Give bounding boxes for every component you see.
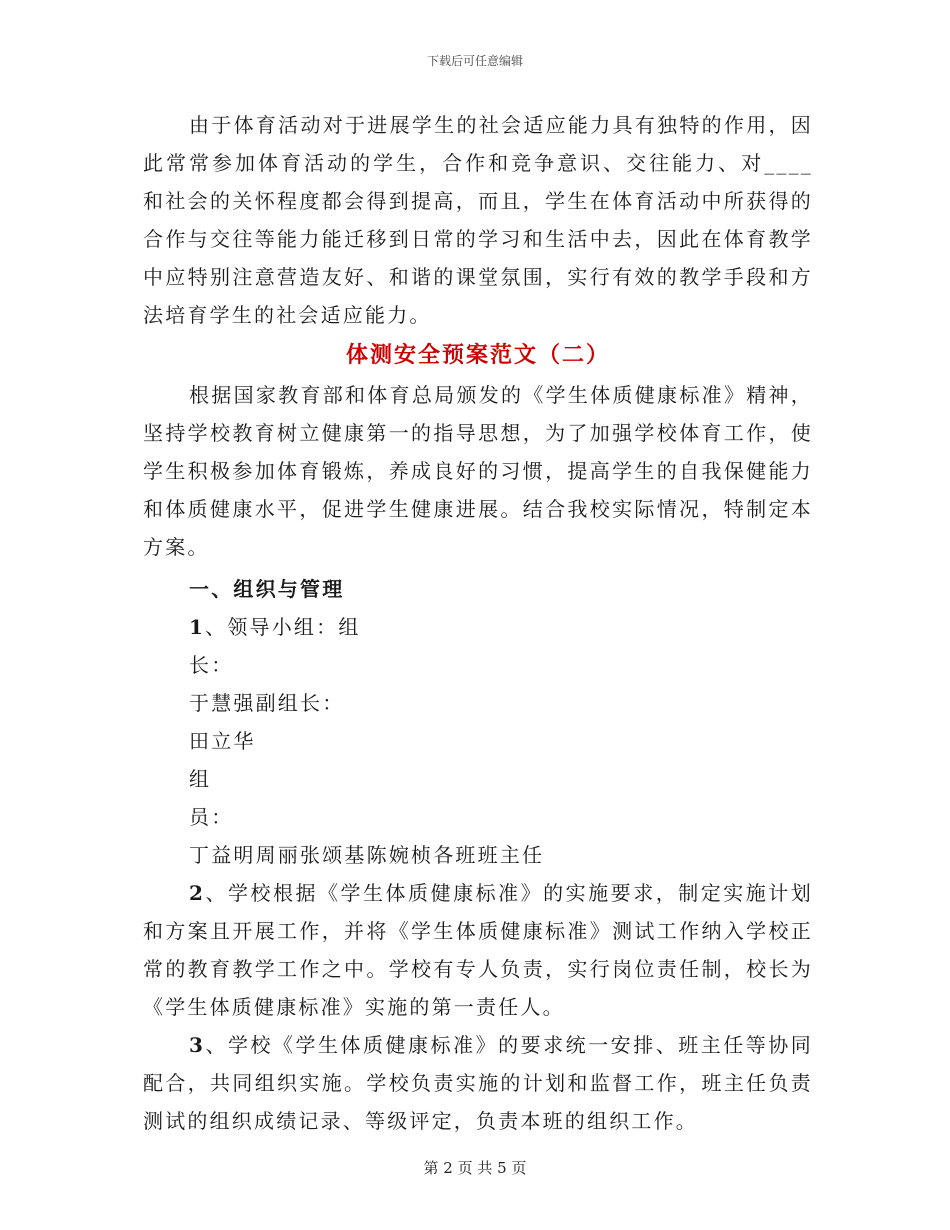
paragraph-intro: 根据国家教育部和体育总局颁发的《学生体质健康标准》精神，坚持学校教育树立健康第一的指导思想，为了加强学校体育工作，使学生积极参加体育锻炼，养成良好的习惯，提高学生的自我保健能力和体质健康水平，促进学生健康进展。结合我校实际情况，特制定本方案。 <box>143 383 813 559</box>
item-1-text: 、领导小组：组 <box>205 615 361 639</box>
paragraph-social-adaptation: 由于体育活动对于进展学生的社会适应能力具有独特的作用，因此常常参加体育活动的学生，合作和竞争意识、交往能力、对____和社会的关怀程度都会得到提高，而且，学生在体育活动中所获得的合作与交往等能力能迁移到日常的学习和生活中去，因此在体育教学中应特别注意营造友好、和谐的课堂氛围，实行有效的教学手段和方法培育学生的社会适应能力。 <box>143 113 813 327</box>
item-2-number: 2 <box>189 881 206 905</box>
heading-organization: 一、组织与管理 <box>189 577 345 601</box>
item-1-number: 1 <box>189 615 206 639</box>
item-1-line-3: 于慧强副组长： <box>189 691 345 715</box>
item-1-line-4: 田立华 <box>189 729 256 753</box>
section-title: 体测安全预案范文（二） <box>345 342 610 368</box>
item-2-text: 、学校根据《学生体质健康标准》的实施要求，制定实施计划和方案且开展工作，并将《学生体质健康标准》测试工作纳入学校正常的教育教学工作之中。学校有专人负责，实行岗位责任制，校长为《学生体质健康标准》实施的第一责任人。 <box>143 881 813 1019</box>
item-2-paragraph <box>143 874 813 1026</box>
page-header-note: 下载后可任意编辑 <box>426 54 523 68</box>
item-1-line-5: 组 <box>189 767 212 791</box>
document-body <box>143 106 813 1140</box>
item-1-line-2: 长： <box>189 653 234 677</box>
page-number-footer: 第 2 页 共 5 页 <box>423 1159 527 1177</box>
item-3-number: 3 <box>189 1033 206 1057</box>
item-1-line-6: 员： <box>189 805 234 829</box>
item-3-paragraph <box>143 1026 813 1140</box>
item-1-line-7: 丁益明周丽张颂基陈婉桢各班班主任 <box>189 843 545 867</box>
item-3-text: 、学校《学生体质健康标准》的要求统一安排、班主任等协同配合，共同组织实施。学校负责实施的计划和监督工作，班主任负责测试的组织成绩记录、等级评定，负责本班的组织工作。 <box>143 1033 813 1133</box>
item-1-line-1 <box>143 608 813 646</box>
